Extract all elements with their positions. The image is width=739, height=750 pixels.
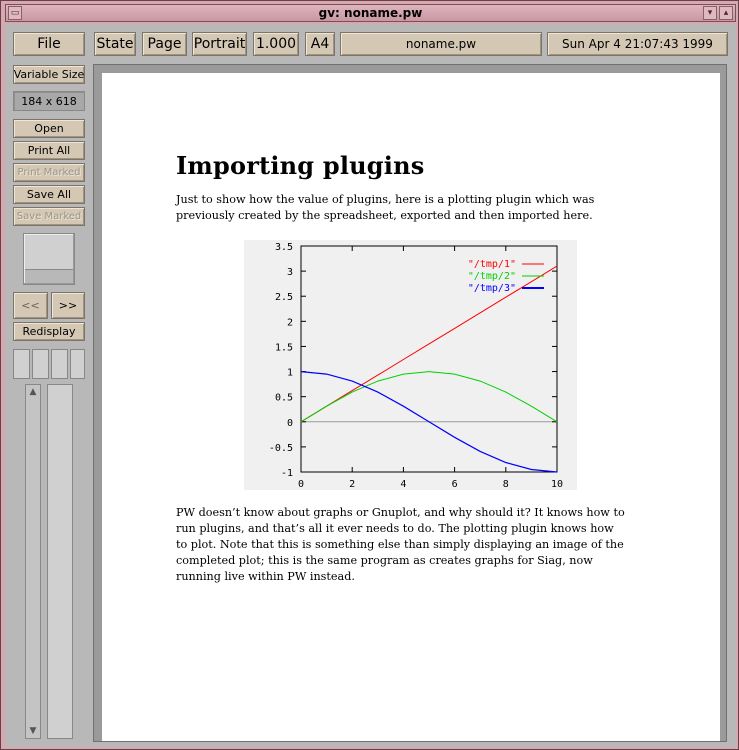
save-marked-button[interactable]: Save Marked: [13, 207, 85, 226]
page-menu-button[interactable]: Page: [142, 32, 187, 56]
y-tick-label: 3: [286, 267, 293, 279]
y-tick-label: 0.5: [274, 392, 293, 404]
x-tick-label: 0: [297, 479, 305, 490]
panner-shade: [25, 269, 73, 283]
y-tick-label: 2: [286, 317, 293, 329]
variable-size-button[interactable]: Variable Size: [13, 65, 85, 84]
page-mark-slot[interactable]: [32, 349, 49, 379]
x-tick-label: 2: [349, 479, 356, 490]
scroll-up-icon[interactable]: ▲: [29, 387, 37, 397]
y-tick-label: 2.5: [274, 292, 293, 304]
title-bar[interactable]: [5, 4, 736, 22]
legend-label: "/tmp/3": [467, 283, 516, 294]
plot-canvas: [244, 240, 577, 490]
y-tick-label: -0.5: [268, 442, 293, 454]
y-tick-label: 1: [286, 367, 293, 379]
scale-button[interactable]: 1.000: [253, 32, 299, 56]
minimize-icon[interactable]: ▾: [703, 6, 717, 20]
gv-client-area: [5, 24, 736, 747]
window-title: gv: noname.pw: [318, 6, 423, 20]
file-menu-button[interactable]: File: [13, 32, 85, 56]
text-line: Just to show how the value of plugins, here is a plotting plugin which was: [176, 193, 595, 206]
page-mark-slot[interactable]: [13, 349, 30, 379]
y-tick-label: 0: [286, 417, 293, 429]
legend-label: "/tmp/1": [467, 259, 516, 270]
page-list[interactable]: [47, 384, 73, 739]
x-tick-label: 6: [451, 479, 458, 490]
dimensions-display: 184 x 618: [13, 91, 85, 111]
previous-page-button[interactable]: <<: [13, 292, 48, 319]
plot-border: [301, 246, 557, 472]
orientation-button[interactable]: Portrait: [192, 32, 247, 56]
text-line: previously created by the spreadsheet, exported and then imported here.: [176, 209, 593, 222]
body-paragraph: [176, 505, 646, 585]
x-tick-label: 10: [550, 479, 564, 490]
intro-paragraph: [176, 192, 646, 224]
paper-size-button[interactable]: A4: [305, 32, 335, 56]
state-menu-button[interactable]: State: [94, 32, 136, 56]
gnuplot-plugin: [244, 240, 577, 490]
text-line: PW doesn’t know about graphs or Gnuplot, and why should it? It knows how to: [176, 506, 625, 519]
text-line: running live within PW instead.: [176, 570, 355, 583]
window-menu-icon[interactable]: ▭: [8, 6, 22, 20]
y-tick-label: 3.5: [274, 242, 293, 253]
text-line: completed plot; this is the same program as creates graphs for Siag, now: [176, 554, 593, 567]
x-tick-label: 8: [502, 479, 509, 490]
open-button[interactable]: Open: [13, 119, 85, 138]
page-mark-slot[interactable]: [51, 349, 68, 379]
page-mark-slot[interactable]: [70, 349, 85, 379]
series-line: [301, 372, 557, 422]
x-tick-label: 4: [400, 479, 407, 490]
text-line: run plugins, and that’s all it ever needs to do. The plotting plugin knows how: [176, 522, 614, 535]
document-viewport[interactable]: [93, 64, 727, 742]
scroll-down-icon[interactable]: ▼: [29, 726, 37, 736]
date-field: Sun Apr 4 21:07:43 1999: [547, 32, 728, 56]
print-marked-button[interactable]: Print Marked: [13, 163, 85, 182]
redisplay-button[interactable]: Redisplay: [13, 322, 85, 341]
next-page-button[interactable]: >>: [51, 292, 85, 319]
legend-label: "/tmp/2": [467, 271, 516, 282]
y-tick-label: 1.5: [274, 342, 293, 354]
page-list-scrollbar[interactable]: [25, 384, 41, 739]
print-all-button[interactable]: Print All: [13, 141, 85, 160]
document-page: [102, 73, 720, 741]
text-line: to plot. Note that this is something else than simply displaying an image of the: [176, 538, 624, 551]
series-line: [301, 266, 557, 422]
panner[interactable]: [23, 233, 75, 285]
y-tick-label: -1: [280, 468, 293, 479]
save-all-button[interactable]: Save All: [13, 185, 85, 204]
filename-field: noname.pw: [340, 32, 542, 56]
page-heading: Importing plugins: [176, 151, 425, 180]
maximize-icon[interactable]: ▴: [719, 6, 733, 20]
